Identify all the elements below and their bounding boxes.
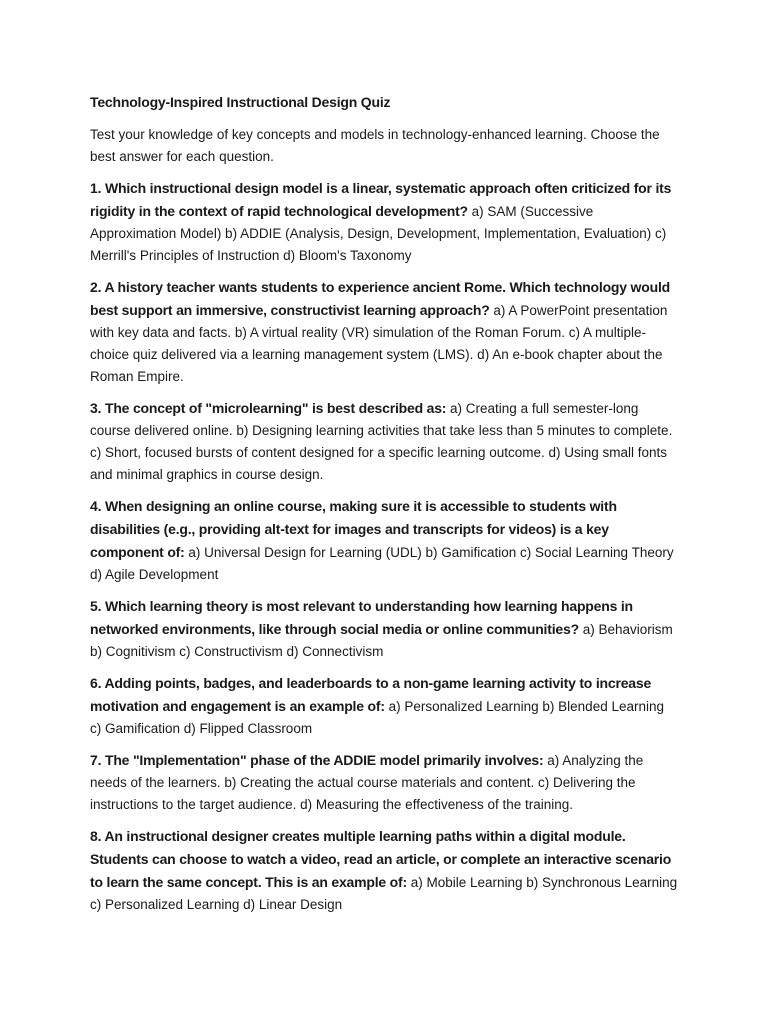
question-1 [90, 177, 678, 267]
document-page [90, 92, 678, 925]
question-prompt: 6. Adding points, badges, and leaderboards to a non-game learning activity to increase motivation and engagement is an example of: [90, 675, 652, 714]
question-answers: a) Universal Design for Learning (UDL) b) Gamification c) Social Learning Theory d) Agile Development [90, 545, 674, 582]
question-answers: a) Behaviorism b) Cognitivism c) Constructivism d) Connectivism [90, 622, 673, 659]
question-5 [90, 595, 678, 663]
question-8 [90, 825, 678, 916]
document-title: Technology-Inspired Instructional Design Quiz [90, 94, 391, 110]
question-4 [90, 495, 678, 586]
question-2 [90, 276, 678, 388]
question-prompt: 4. When designing an online course, making sure it is accessible to students with disabilities (e.g., providing alt-text for images and transcripts for videos) is a key component of: [90, 498, 617, 560]
question-6 [90, 672, 678, 740]
question-answers: a) A PowerPoint presentation with key data and facts. b) A virtual reality (VR) simulation of the Roman Forum. c) A multiple-choice quiz delivered via a learning management system (LMS). d) An e-book chapter about the Roman Empire. [90, 303, 668, 384]
question-prompt: 2. A history teacher wants students to experience ancient Rome. Which technology would best support an immersive, constructivist learning approach? [90, 279, 670, 318]
question-3 [90, 397, 678, 486]
question-prompt: 3. The concept of "microlearning" is best described as: [90, 400, 447, 416]
question-answers: a) Creating a full semester-long course delivered online. b) Designing learning activities that take less than 5 minutes to complete. c) Short, focused bursts of content designed for a specific learning outcome. d) Using small fonts and minimal graphics in course design. [90, 401, 673, 482]
question-prompt: 5. Which learning theory is most relevant to understanding how learning happens in networked environments, like through social media or online communities? [90, 598, 633, 637]
question-answers: a) Analyzing the needs of the learners. b) Creating the actual course materials and content. c) Delivering the instructions to the target audience. d) Measuring the effectiveness of the training. [90, 753, 644, 812]
question-prompt: 8. An instructional designer creates multiple learning paths within a digital module. Students can choose to watch a video, read an article, or complete an interactive scenario to learn the same concept. This is an example of: [90, 828, 672, 890]
question-prompt: 1. Which instructional design model is a linear, systematic approach often criticized for its rigidity in the context of rapid technological development? [90, 180, 672, 219]
question-7 [90, 749, 678, 816]
question-answers: a) SAM (Successive Approximation Model) b) ADDIE (Analysis, Design, Development, Implementation, Evaluation) c) Merrill's Principles of Instruction d) Bloom's Taxonomy [90, 204, 667, 263]
question-answers: a) Personalized Learning b) Blended Learning c) Gamification d) Flipped Classroom [90, 699, 665, 736]
document-intro: Test your knowledge of key concepts and models in technology-enhanced learning. Choose the best answer for each question. [90, 127, 660, 164]
question-prompt: 7. The "Implementation" phase of the ADDIE model primarily involves: [90, 752, 544, 768]
question-answers: a) Mobile Learning b) Synchronous Learning c) Personalized Learning d) Linear Design [90, 875, 678, 912]
